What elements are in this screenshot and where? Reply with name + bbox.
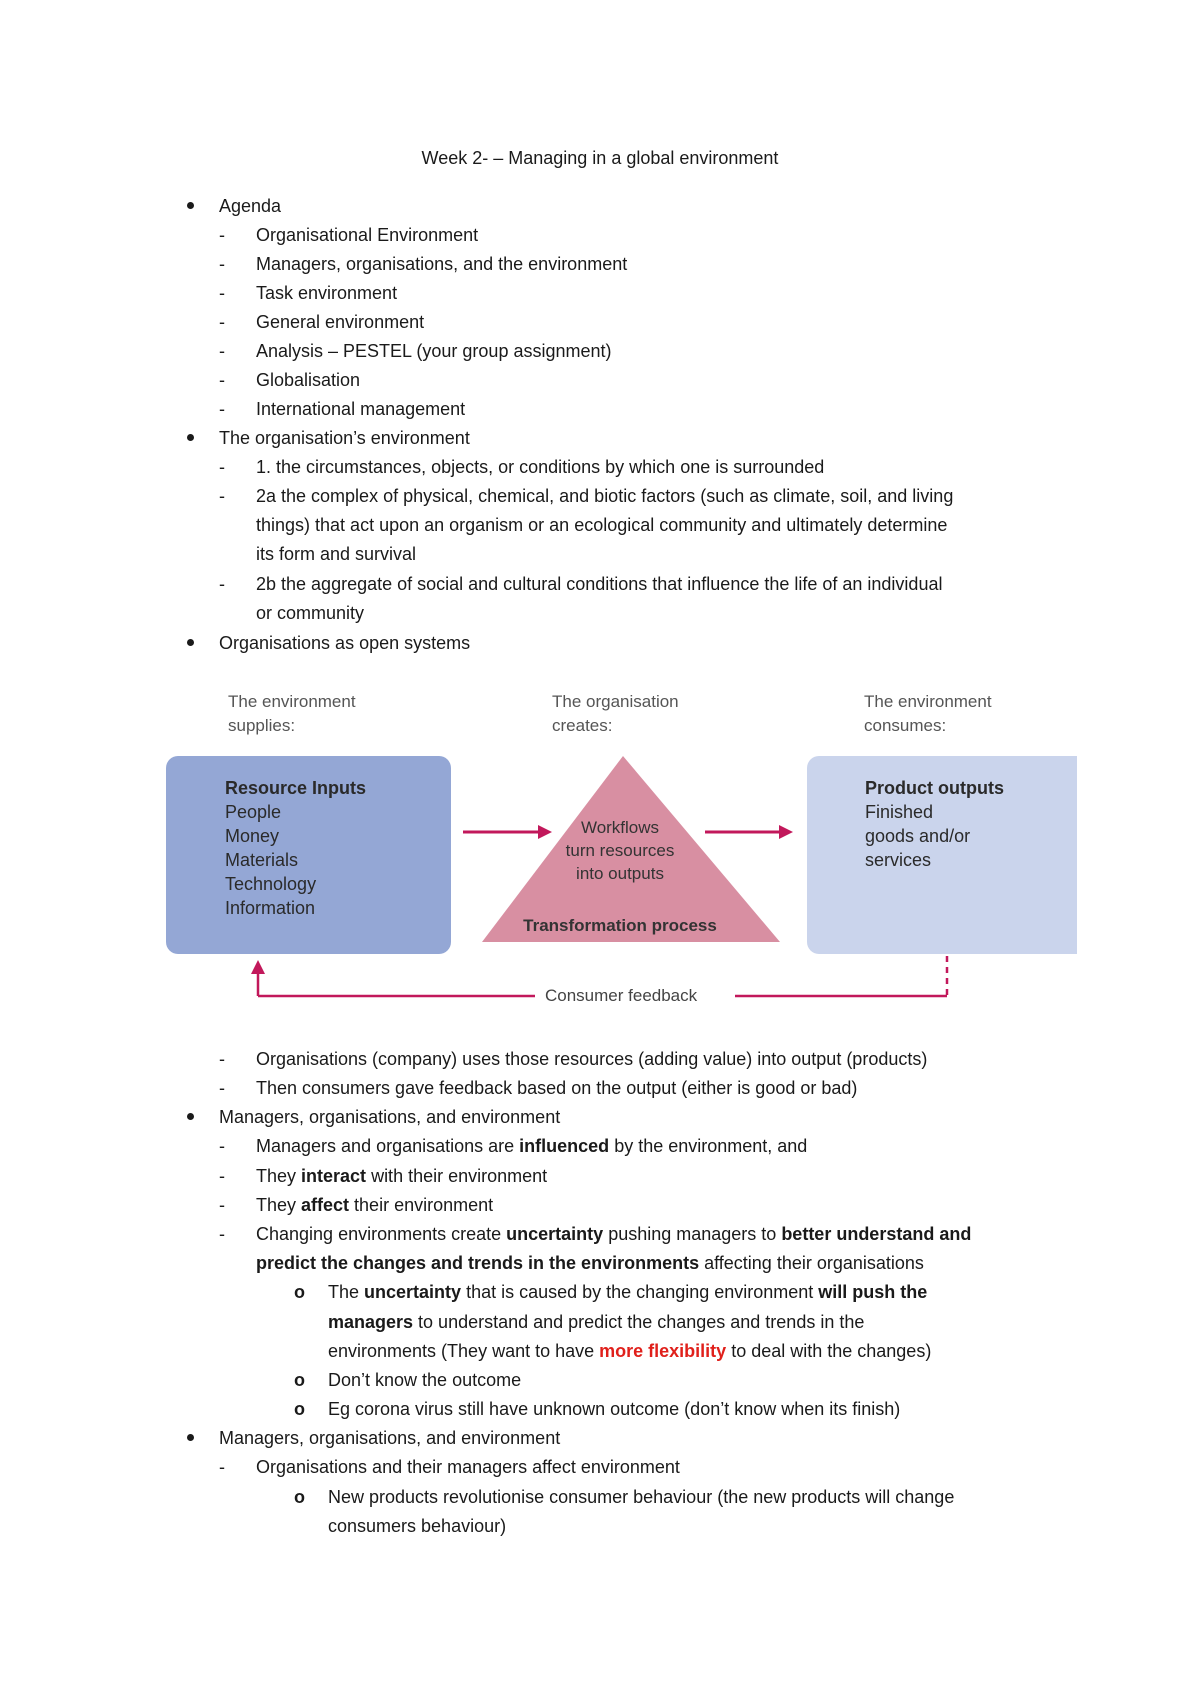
workflows-text: Workflows turn resources into outputs (565, 818, 675, 883)
dash: - (219, 1078, 225, 1098)
section4-subitem: consumers behaviour) (328, 1516, 507, 1536)
section3-subitem: The uncertainty that is caused by the changing environment will push the (328, 1282, 928, 1302)
section3-item: predict the changes and trends in the environments affecting their organisations (256, 1253, 924, 1273)
agenda-item: Organisational Environment (256, 225, 479, 245)
agenda-item: Globalisation (256, 370, 361, 390)
dash: - (219, 1049, 225, 1069)
section4-heading: Managers, organisations, and environment (219, 1428, 561, 1448)
dash: - (219, 254, 225, 274)
arrowhead (251, 960, 265, 974)
bullet-org-env (187, 434, 194, 441)
agenda-heading: Agenda (219, 196, 282, 216)
dash: - (219, 370, 225, 390)
dash: - (219, 486, 225, 506)
bullet-section4 (187, 1434, 194, 1441)
section3-subitem: environments (They want to have more flexibility to deal with the changes) (328, 1341, 932, 1361)
dash: - (219, 399, 225, 419)
dash: - (219, 574, 225, 594)
org-env-item: its form and survival (256, 544, 417, 564)
org-env-item: 2b the aggregate of social and cultural conditions that influence the life of an individual (256, 574, 943, 594)
dash: - (219, 283, 225, 303)
sub-bullet: o (294, 1399, 305, 1419)
section3-subitem: Don’t know the outcome (328, 1370, 522, 1390)
bullet-open-systems (187, 639, 194, 646)
agenda-item: General environment (256, 312, 425, 332)
consumer-feedback-label: Consumer feedback (545, 986, 698, 1005)
section3-heading: Managers, organisations, and environment (219, 1107, 561, 1127)
section3-item: They interact with their environment (256, 1166, 548, 1186)
org-env-item: 2a the complex of physical, chemical, and biotic factors (such as climate, soil, and living (256, 486, 954, 506)
dash: - (219, 225, 225, 245)
dash: - (219, 1224, 225, 1244)
bullet-agenda (187, 202, 194, 209)
sub-bullet: o (294, 1487, 305, 1507)
agenda-item: Managers, organisations, and the environment (256, 254, 628, 274)
org-env-item: 1. the circumstances, objects, or conditions by which one is surrounded (256, 457, 825, 477)
outputs-text: Product outputs Finished goods and/or services (865, 778, 1004, 870)
section3-item: They affect their environment (256, 1195, 494, 1215)
bullet-section3 (187, 1113, 194, 1120)
agenda-item: Analysis – PESTEL (your group assignment) (256, 341, 612, 361)
org-env-heading: The organisation’s environment (219, 428, 470, 448)
section3-subitem: Eg corona virus still have unknown outcome (don’t know when its finish) (328, 1399, 901, 1419)
org-env-item: things) that act upon an organism or an ecological community and ultimately determine (256, 515, 948, 535)
dash: - (219, 341, 225, 361)
inputs-text: Resource Inputs People Money Materials Technology Information (225, 778, 367, 918)
page-title: Week 2- – Managing in a global environment (421, 148, 779, 168)
dash: - (219, 1195, 225, 1215)
section3-item: Managers and organisations are influenced by the environment, and (256, 1136, 808, 1156)
dash: - (219, 457, 225, 477)
note-line: Then consumers gave feedback based on the output (either is good or bad) (256, 1078, 858, 1098)
open-systems-heading: Organisations as open systems (219, 633, 471, 653)
section4-subitem: New products revolutionise consumer behaviour (the new products will change (328, 1487, 955, 1507)
org-env-item: or community (256, 603, 365, 623)
dash: - (219, 1136, 225, 1156)
agenda-item: Task environment (256, 283, 398, 303)
sub-bullet: o (294, 1282, 305, 1302)
agenda-item: International management (256, 399, 466, 419)
dash: - (219, 1457, 225, 1477)
dash: - (219, 312, 225, 332)
dash: - (219, 1166, 225, 1186)
note-line: Organisations (company) uses those resources (adding value) into output (products) (256, 1049, 928, 1069)
section4-item: Organisations and their managers affect environment (256, 1457, 680, 1477)
label-env-supplies: The environment supplies: (228, 692, 356, 735)
section3-item: Changing environments create uncertainty pushing managers to better understand and (256, 1224, 972, 1244)
transformation-label: Transformation process (523, 916, 717, 935)
sub-bullet: o (294, 1370, 305, 1390)
arrowhead (779, 825, 793, 839)
section3-subitem: managers to understand and predict the changes and trends in the (328, 1312, 865, 1332)
label-env-consumes: The environment consumes: (864, 692, 992, 735)
label-org-creates: The organisation creates: (552, 692, 679, 735)
open-systems-diagram (160, 690, 1060, 1010)
